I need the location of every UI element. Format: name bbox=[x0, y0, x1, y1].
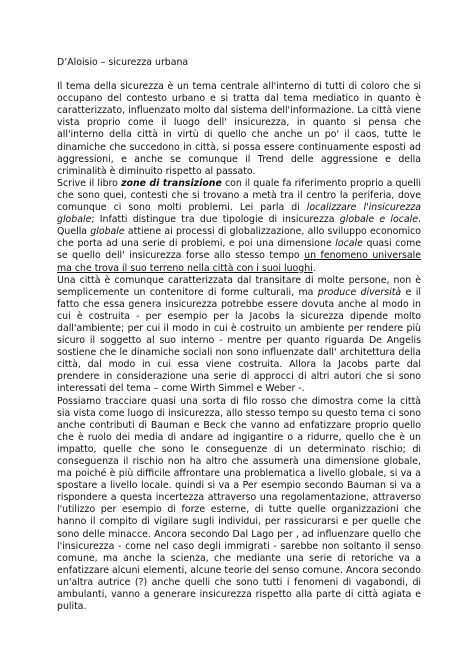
text-run: quasi come se quello dell' insicurezza forse allo stesso tempo bbox=[57, 238, 421, 262]
text-run: . Quella bbox=[57, 214, 421, 238]
text-run: Scrive il libro bbox=[57, 177, 122, 189]
italic-term: locale bbox=[335, 238, 363, 250]
book-title: zone di transizione bbox=[121, 177, 222, 189]
text-run: ; Infatti distingue tra due tipologie di insicurezza bbox=[91, 214, 340, 226]
text-run: attiene ai processi di globalizzazione, allo sviluppo economico che porta ad una serie di problemi, e poi una dimensione bbox=[57, 226, 421, 250]
italic-term: produce diversità bbox=[317, 286, 402, 298]
paragraph-3 bbox=[57, 275, 421, 396]
italic-term: globale e locale bbox=[339, 214, 419, 226]
italic-term: localizzare l'insicurezza globale bbox=[57, 202, 421, 226]
paragraph-4: Possiamo tracciare quasi una sorta di filo rosso che dimostra come la città sia vista come luogo di insicurezza, allo stesso tempo su questo tema ci sono anche contributi di Bauman e Beck che vanno ad enfatizzare proprio quello che è ruolo dei media di andare ad ingigantire o a ridurre, quello che è un impatto, quelle che sono le conseguenze di un determinato rischio; di conseguenza il rischio non ha altro che assumerà una dimensione globale, ma poiché è più difficile affrontare una problematica a livello globale, si va a spostare a livello locale. quindi si va a Per esempio secondo Bauman si va a rispondere a questa incertezza attraverso una regolamentazione, attraverso l'utilizzo per esempio di forze esterne, di tutte quelle organizzazioni che hanno il compito di vigilare sugli individui, per rassicurarsi e per quelle che sono delle minacce. Ancora secondo Dal Lago per , ad influenzare quello che l'insicurezza - come nel caso degli immigrati - sarebbe non soltanto il senso comune, ma anche la scienza, che mediante una serie di retoriche va a enfatizzare alcuni elementi, alcune teorie del senso comune. Ancora secondo un'altra autrice (?) anche quelli che sono tutti i fenomeni di vagabondi, di ambulanti, vanno a generare insicurezza rispetto alla parte di città agiata e pulita. bbox=[57, 395, 421, 613]
text-run: Una città è comunque caratterizzata dal transitare di molte persone, non è semplicemente un contenitore di forme culturali, ma bbox=[57, 274, 421, 298]
paragraph-1: Il tema della sicurezza è un tema centrale all'interno di tutti di coloro che si occupano del contesto urbano e si tratta dal tema mediatico in quanto è caratterizzato, influenzato molto dal sistema dell'informazione. La città viene vista proprio come il luogo dell' insicurezza, in quanto si pensa che all'interno della città in virtù di quello che anche un po' il caos, tutte le dinamiche che succedono in città, si possa essere continuamente esposti ad aggressioni, e anche se comunque il Trend delle aggressione e della criminalità è diminuito rispetto al passato. bbox=[57, 81, 421, 177]
underlined-phrase: un fenomeno universale ma che trova il suo terreno nella città con i suoi luoghi bbox=[57, 250, 422, 274]
text-run: . bbox=[312, 262, 316, 274]
text-run: con il quale fa riferimento proprio a quelli che sono quei, contesti che si trovano a metà tra il centro la periferia, dove comunque ci sono molti problemi. Lei parla di bbox=[57, 177, 421, 214]
document-title: D’Aloisio – sicurezza urbana bbox=[57, 57, 189, 68]
paragraph-2 bbox=[57, 178, 421, 275]
document-page bbox=[57, 57, 421, 613]
text-run: e il fatto che essa genera insicurezza potrebbe essere dovuta anche al modo in cui è costruita - per esempio per la Jacobs la sicurezza dipende molto dall'ambiente; per cui il modo in cui è costruito un ambiente per rendere più sicuro il soggetto al suo interno - mentre per quanto riguarda De Angelis sostiene che le dinamiche sociali non sono influenzate dall' architettura della città, dal modo in cui essa viene costruita. Allora la Jacobs parte dal prendere in considerazione una serie di approcci di altri autori che si sono interessati del tema – come Wirth Simmel e Weber -. bbox=[57, 286, 421, 395]
italic-term: globale bbox=[90, 226, 125, 238]
